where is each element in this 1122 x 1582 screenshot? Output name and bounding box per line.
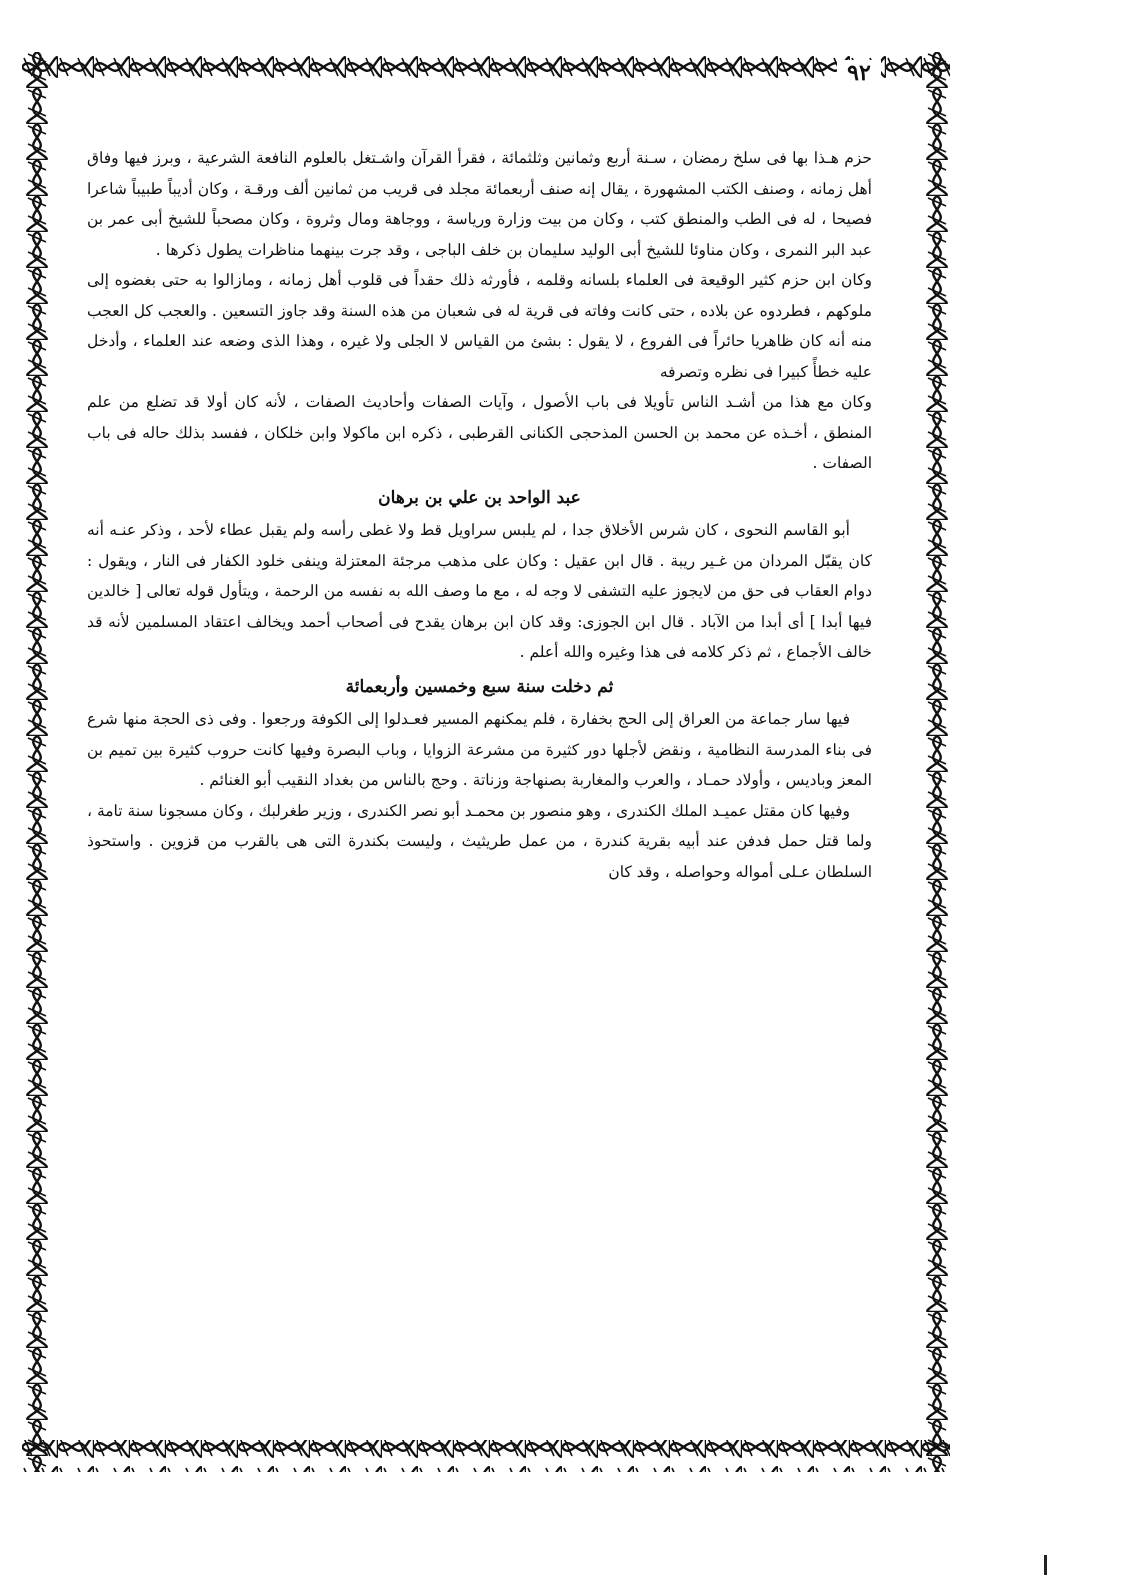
section-heading: ثم دخلت سنة سبع وخمسين وأربعمائة: [345, 676, 614, 697]
page-body: [87, 143, 872, 887]
paragraph: حزم هـذا بها فى سلخ رمضان ، سـنة أربع وثمانين وثلثمائة ، فقرأ القرآن واشـتغل بالعلوم النافعة الشرعية ، وبرز فيها وفاق أهل زمانه ، وصنف الكتب المشهورة ، يقال إنه صنف أربعمائة مجلد فى قريب من ثمانين ألف ورقـة ، وكان أديباً طبيباً شاعرا فصيحا ، له فى الطب والمنطق كتب ، وكان من بيت وزارة ورياسة ، ووجاهة ومال وثروة ، وكان مصحباً للشيخ أبى عمر بن عبد البر النمرى ، وكان مناوئا للشيخ أبى الوليد سليمان بن خلف الباجى ، وقد جرت بينهما مناظرات يطول ذكرها .: [87, 149, 872, 259]
paragraph: فيها سار جماعة من العراق إلى الحج بخفارة ، فلم يمكنهم المسير فعـدلوا إلى الكوفة ورجعوا . وفى ذى الحجة منها شرع فى بناء المدرسة النظامية ، ونقض لأجلها دور كثيرة من مشرعة الزوايا ، وباب البصرة وفيها كانت حروب كثيرة بين تميم بن المعز وباديس ، وأولاد حمـاد ، والعرب والمغاربة بصنهاجة وزناتة . وحج بالناس من بغداد النقيب أبو الغنائم .: [87, 710, 872, 789]
paragraph: وفيها كان مقتل عميـد الملك الكندرى ، وهو منصور بن محمـد أبو نصر الكندرى ، وزير طغرلبك ، وكان مسجونا سنة تامة ، ولما قتل حمل فدفن عند أبيه بقرية كندرة ، من عمل طريثيث ، وليست بكندرة التى هى بالقرب من قزوين . واستحوذ السلطان عـلى أمواله وحواصله ، وقد كان: [87, 801, 872, 881]
paragraph: وكان مع هذا من أشـد الناس تأويلا فى باب الأصول ، وآيات الصفات وأحاديث الصفات ، لأنه كان أولا قد تضلع من علم المنطق ، أخـذه عن محمد بن الحسن المذحجى الكنانى القرطبى ، ذكره ابن ماكولا وابن خلكان ، ففسد بذلك حاله فى باب الصفات .: [87, 393, 872, 472]
section-heading: عبد الواحد بن علي بن برهان: [378, 487, 581, 508]
paragraph: أبو القاسم النحوى ، كان شرس الأخلاق جدا ، لم يلبس سراويل قط ولا غطى رأسه ولم يقبل عطاء لأحد ، وذكر عنـه أنه كان يقبّل المردان من غـير ريبة . قال ابن عقيل : وكان على مذهب مرجئة المعتزلة وينفى خلود الكفار فى النار ، ويقول : دوام العقاب فى حق من لايجوز عليه التشفى لا وجه له ، مع ما وصف الله به نفسه من الرحمة ، ويتأول قوله تعالى [ خالدين فيها أبدا ] أى أبدا من الآباد . قال ابن الجوزى: وقد كان ابن برهان يقدح فى أصحاب أحمد ويخالف اعتقاد المسلمين لأنه قد خالف الأجماع ، ثم ذكر كلامه فى هذا وغيره والله أعلم .: [87, 521, 872, 661]
page-number: ٩٢: [837, 60, 881, 86]
paragraph: وكان ابن حزم كثير الوقيعة فى العلماء بلسانه وقلمه ، فأورثه ذلك حقداً فى قلوب أهل زمانه ، ومازالوا به حتى بغضوه إلى ملوكهم ، فطردوه عن بلاده ، حتى كانت وفاته فى قرية له فى شعبان من هذه السنة وقد جاوز التسعين . والعجب كل العجب منه أنه كان ظاهريا حائراً فى الفروع ، لا يقول : بشئ من القياس لا الجلى ولا غيره ، وهذا الذى وضعه عند العلماء ، وأدخل عليه خطأً كبيرا فى نظره وتصرفه: [87, 271, 872, 381]
scan-edge-mark: [1044, 1555, 1047, 1575]
